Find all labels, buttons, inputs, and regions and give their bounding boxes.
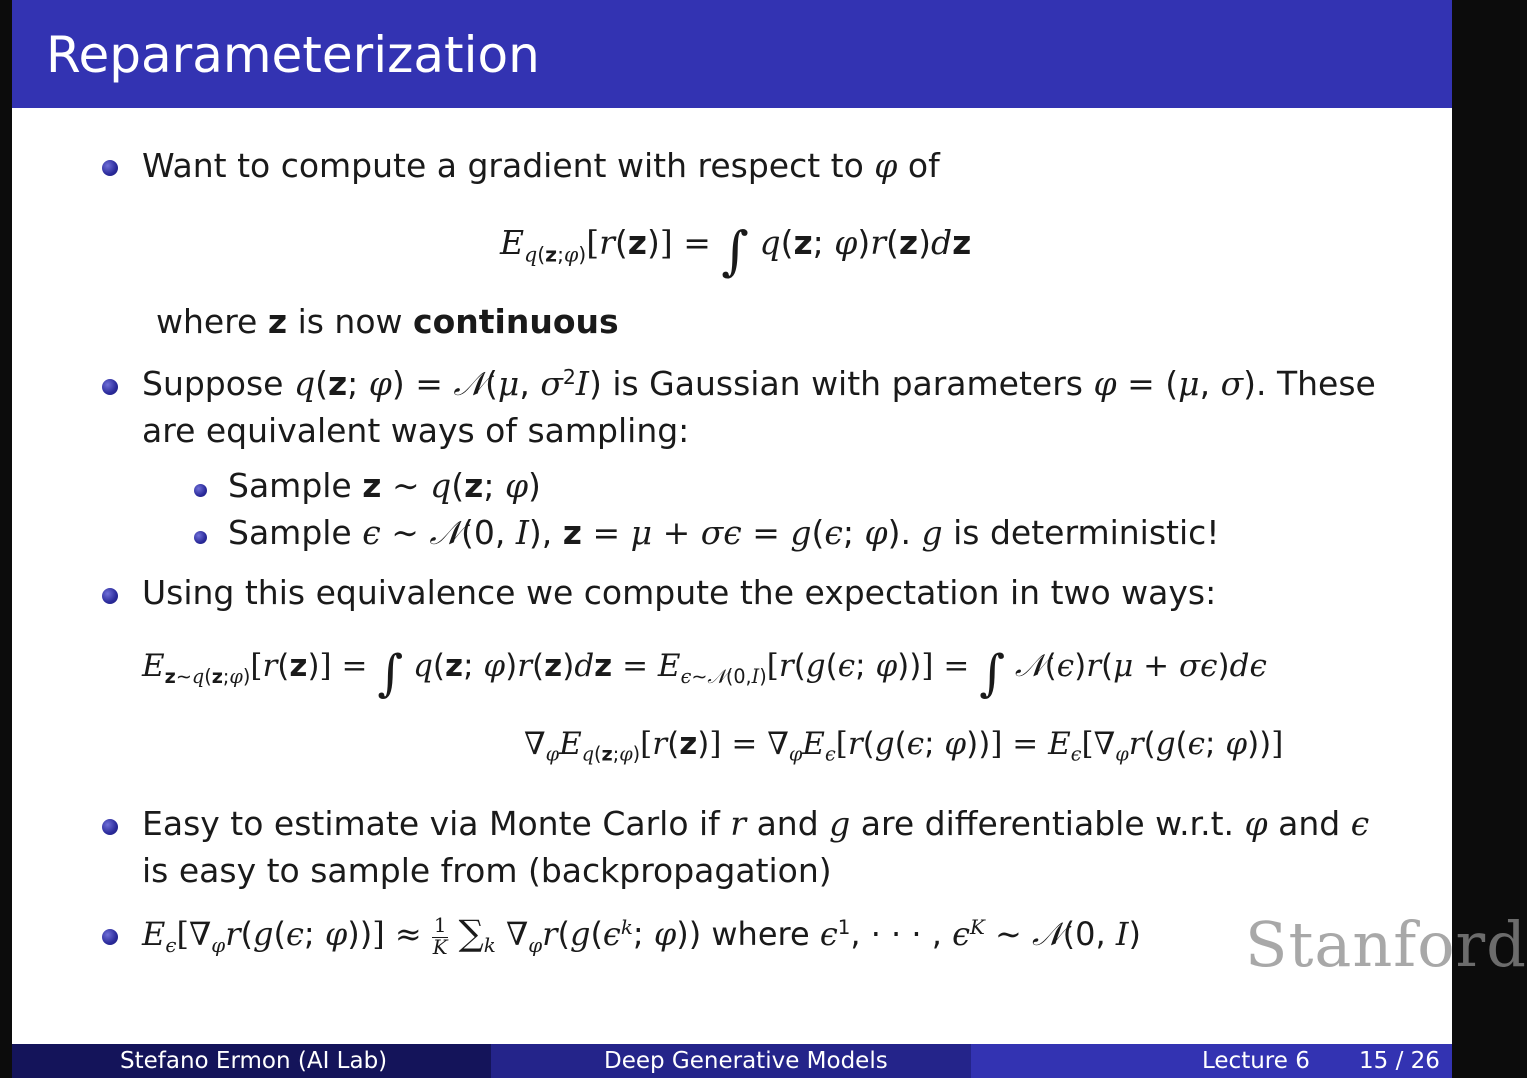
bullet-4-line-1: Easy to estimate via Monte Carlo if r and g are differentiable w.r.t. φ and ϵ <box>142 804 1370 843</box>
footer-author-section <box>12 1044 491 1078</box>
stanford-watermark: Stanford <box>1245 908 1527 981</box>
footer-bar <box>12 1044 1452 1078</box>
footer-author: Stefano Ermon (AI Lab) <box>120 1048 388 1074</box>
footer-lecture: Lecture 6 <box>1202 1048 1310 1074</box>
slide-content <box>12 108 1452 1044</box>
title-bar <box>12 0 1452 108</box>
footer-page-number: 15 / 26 <box>1359 1048 1440 1074</box>
footer-course: Deep Generative Models <box>604 1048 888 1074</box>
slide-title: Reparameterization <box>46 26 540 84</box>
footer-course-section <box>491 1044 971 1078</box>
bullet-1-where-line: where z is now continuous <box>156 302 619 341</box>
bullet-2-line-1: Suppose q(z; φ) = 𝒩(μ, $\sigma^2I$) is Gaussian with parameters φ = (μ, σ). These <box>142 364 1376 403</box>
sub-bullet-dot <box>194 484 207 497</box>
equation-two-ways-1: $E_{z\sim q(z;\varphi)}[r(z)]$ = ∫ q(z; $\varphi)r(z)dz = E_{\epsilon\sim 𝒩(0,I)}[r(g(\epsilon$; φ))] = ∫ 𝒩(ϵ)r(μ + σϵ)dϵ <box>142 644 1267 702</box>
bullet-dot <box>102 929 118 945</box>
bullet-4-line-2: is easy to sample from (backpropagation) <box>142 851 832 890</box>
footer-lecture-section <box>971 1044 1452 1078</box>
slide <box>12 0 1527 1078</box>
equation-expectation: $E_{q(z;\varphi)}[r(z)]$ = ∫ q(z; φ)r(z)dz <box>500 221 972 282</box>
bullet-dot <box>102 819 118 835</box>
sub-bullet-2: Sample ϵ ∼ 𝒩(0, I), z = μ + σϵ = g(ϵ; φ). g is deterministic! <box>228 513 1220 552</box>
bullet-dot <box>102 160 118 176</box>
equation-two-ways-2: $\nabla_\varphi E_{q(z;\varphi)}[r(z)] = \nabla_\varphi E_\epsilon[r(g(\epsilon$; $\varphi))] = E_\epsilon[\nabla_\varphi r(g(\epsilon$; φ))] <box>524 726 1284 766</box>
bullet-2-line-2: are equivalent ways of sampling: <box>142 411 690 450</box>
sub-bullet-dot <box>194 531 207 544</box>
bullet-dot <box>102 588 118 604</box>
bullet-dot <box>102 379 118 395</box>
bullet-5-line: $E_\epsilon[\nabla_\varphi r(g(\epsilon$; φ))] ≈ $\frac{1}{K}$ $\sum_k$ $\nabla_\varphi r(g(\epsilon^k$; φ)) where $\epsilon^1$, · · · , $\epsilon^K$ ∼ 𝒩(0, I) <box>142 913 1141 959</box>
sub-bullet-1: Sample z ∼ q(z; φ) <box>228 466 541 505</box>
bullet-1-line: Want to compute a gradient with respect to φ of <box>142 146 940 185</box>
bullet-3-line: Using this equivalence we compute the expectation in two ways: <box>142 573 1217 612</box>
